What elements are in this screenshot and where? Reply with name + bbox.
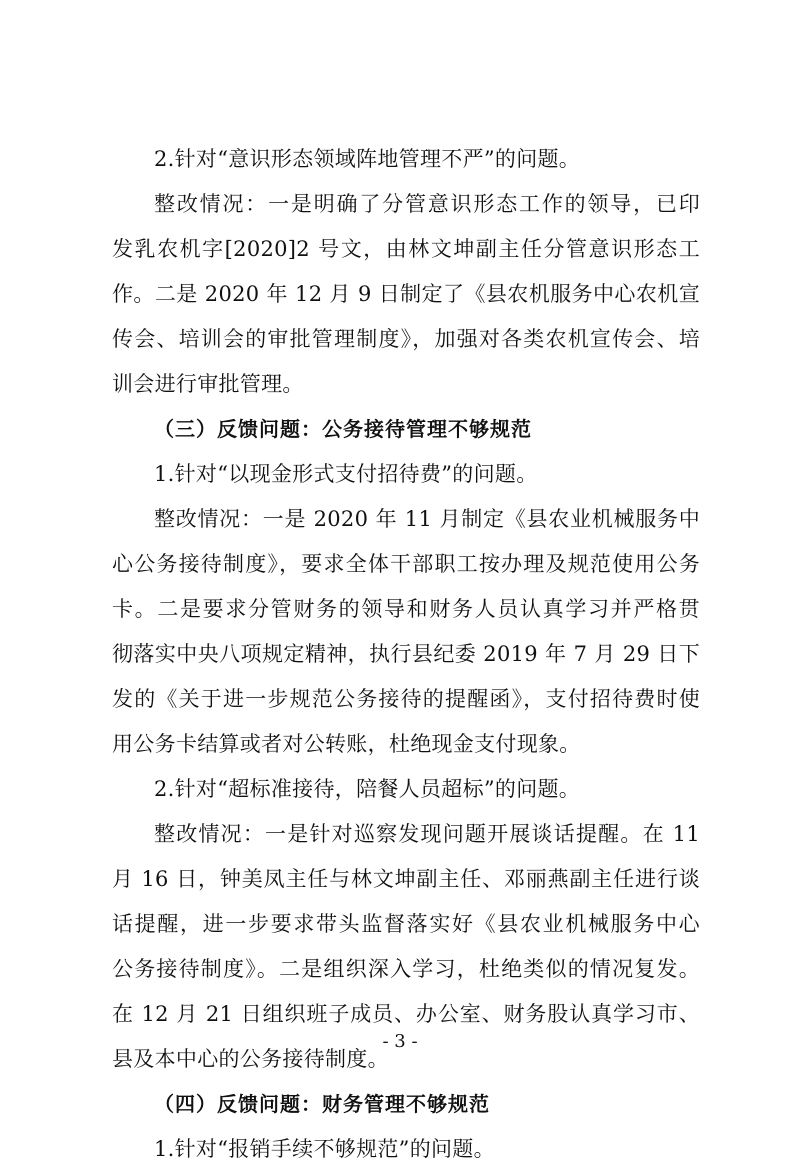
- section-heading: （三）反馈问题：公务接待管理不够规范: [154, 417, 532, 441]
- page-number: - 3 -: [382, 1031, 418, 1052]
- paragraph-line: 1.针对“以现金形式支付招待费”的问题。: [154, 462, 538, 486]
- paragraph-line: 传会、培训会的审批管理制度》，加强对各类农机宣传会、培: [112, 327, 700, 351]
- paragraph-line: 整改情况：一是明确了分管意识形态工作的领导，已印: [154, 192, 700, 216]
- paragraph-line: 训会进行审批管理。: [112, 372, 304, 396]
- paragraph-line: 在 12 月 21 日组织班子成员、办公室、财务股认真学习市、: [112, 1002, 700, 1026]
- paragraph-line: 彻落实中央八项规定精神，执行县纪委 2019 年 7 月 29 日下: [112, 642, 700, 666]
- document-body: [112, 137, 700, 1172]
- paragraph-line: 整改情况：一是 2020 年 11 月制定《县农业机械服务中: [154, 507, 700, 531]
- paragraph-line: 作。二是 2020 年 12 月 9 日制定了《县农机服务中心农机宣: [112, 282, 700, 306]
- paragraph-line: 2.针对“超标准接待，陪餐人员超标”的问题。: [154, 777, 581, 801]
- paragraph-line: 1.针对“报销手续不够规范”的问题。: [154, 1137, 495, 1161]
- paragraph-line: 2.针对“意识形态领域阵地管理不严”的问题。: [154, 147, 581, 171]
- paragraph-line: 发乳农机字[2020]2 号文，由林文坤副主任分管意识形态工: [112, 237, 700, 261]
- paragraph-line: 心公务接待制度》，要求全体干部职工按办理及规范使用公务: [112, 552, 700, 576]
- paragraph-line: 县及本中心的公务接待制度。: [112, 1047, 389, 1071]
- paragraph-line: 月 16 日，钟美凤主任与林文坤副主任、邓丽燕副主任进行谈: [112, 867, 700, 891]
- paragraph-line: 发的《关于进一步规范公务接待的提醒函》，支付招待费时使: [112, 687, 700, 711]
- paragraph-line: 话提醒，进一步要求带头监督落实好《县农业机械服务中心: [112, 912, 700, 936]
- paragraph-line: 用公务卡结算或者对公转账，杜绝现金支付现象。: [112, 732, 581, 756]
- paragraph-line: 公务接待制度》。二是组织深入学习，杜绝类似的情况复发。: [112, 957, 700, 981]
- section-heading: （四）反馈问题：财务管理不够规范: [154, 1092, 490, 1116]
- paragraph-line: 整改情况：一是针对巡察发现问题开展谈话提醒。在 11: [154, 822, 700, 846]
- paragraph-line: 卡。二是要求分管财务的领导和财务人员认真学习并严格贯: [112, 597, 700, 621]
